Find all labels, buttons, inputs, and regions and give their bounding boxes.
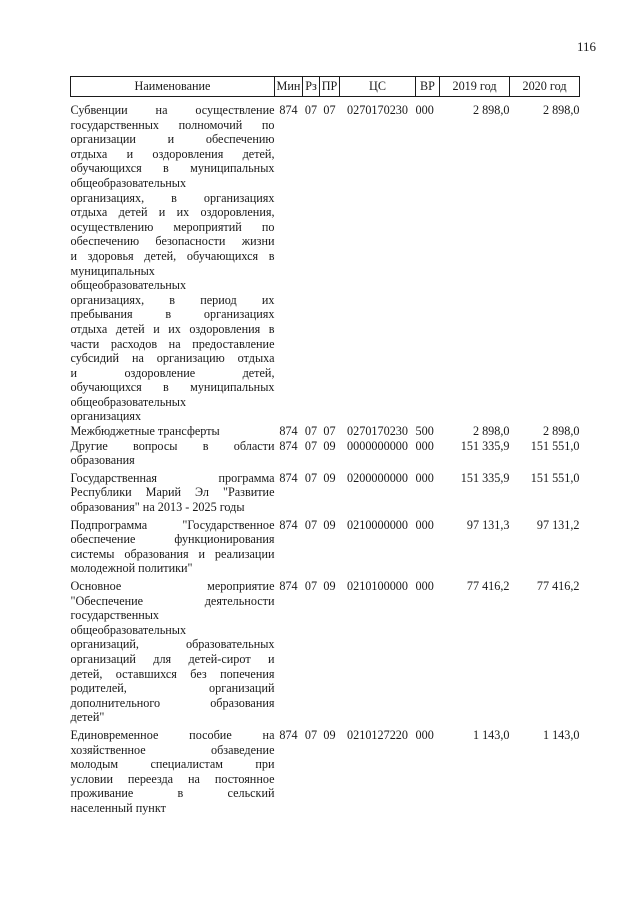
row-name-line: пребывания в организациях — [70, 307, 275, 322]
header-min: Мин — [275, 77, 303, 97]
row-name-line: организации и обеспечению — [70, 132, 275, 147]
table-header-row — [71, 77, 580, 97]
row-name-line: части расходов на предоставление — [70, 336, 275, 351]
row-name-line: отдыха и оздоровления детей, — [70, 146, 275, 161]
row-name-line: организациях — [70, 409, 142, 424]
row-name — [71, 515, 275, 576]
row-name-line: проживание в сельский — [70, 786, 275, 801]
table-row — [71, 515, 580, 576]
row-name-line: субсидий на организацию отдыха — [70, 351, 275, 366]
row-name-line: обеспечению безопасности жизни — [70, 234, 275, 249]
row-pr: 09 — [323, 438, 336, 453]
row-2019: 1 143,0 — [472, 727, 510, 742]
row-name-line: дополнительного образования — [70, 695, 275, 710]
row-name — [71, 576, 275, 725]
row-vr: 000 — [415, 438, 434, 453]
row-min: 874 — [279, 103, 298, 117]
row-2020: 97 131,2 — [536, 517, 580, 532]
row-2019: 2 898,0 — [472, 424, 510, 439]
row-rz: 07 — [304, 103, 318, 117]
row-name — [71, 468, 275, 515]
row-2020: 77 416,2 — [536, 579, 580, 593]
row-name-line: государственных полномочий по — [70, 117, 275, 132]
row-name-line: Государственная программа — [70, 470, 275, 485]
row-min: 874 — [279, 470, 298, 485]
row-min: 874 — [279, 727, 298, 742]
row-name-line: условии переезда на постоянное — [70, 771, 275, 786]
row-cs: 0210127220 — [347, 727, 408, 742]
row-name-line: Республики Марий Эл "Развитие — [70, 485, 275, 500]
row-vr: 000 — [415, 103, 434, 117]
row-rz: 07 — [304, 470, 318, 485]
row-vr: 000 — [415, 517, 434, 532]
table-body — [71, 97, 580, 816]
row-name-line: Межбюджетные трансферты — [70, 424, 220, 439]
budget-table — [70, 76, 580, 816]
row-name-line: населенный пункт — [70, 800, 166, 815]
row-name — [71, 725, 275, 816]
row-name-line: общеобразовательных — [70, 175, 187, 190]
row-pr: 09 — [323, 579, 336, 593]
row-pr: 07 — [323, 424, 336, 439]
row-rz: 07 — [304, 517, 318, 532]
row-name — [71, 424, 275, 439]
row-name-line: детей, оставшихся без попечения — [70, 666, 275, 681]
row-name-line: организациях, в период их — [70, 292, 275, 307]
row-cs: 0270170230 — [347, 103, 408, 117]
row-name-line: молодым специалистам при — [70, 757, 275, 772]
row-name-line: образования" на 2013 - 2025 годы — [70, 500, 245, 515]
row-rz: 07 — [304, 727, 318, 742]
header-rz: Рз — [303, 77, 320, 97]
row-pr: 09 — [323, 517, 336, 532]
row-name-line: организаций для детей-сирот и — [70, 651, 275, 666]
row-pr: 07 — [323, 103, 336, 117]
header-pr: ПР — [320, 77, 340, 97]
table-row — [71, 468, 580, 515]
row-name-line: системы образования и реализации — [70, 546, 275, 561]
row-cs: 0210000000 — [347, 517, 408, 532]
row-rz: 07 — [304, 579, 318, 593]
row-name-line: Субвенции на осуществление — [70, 103, 275, 117]
row-cs: 0270170230 — [347, 424, 408, 439]
row-vr: 000 — [415, 727, 434, 742]
row-name-line: родителей, организаций — [70, 681, 275, 696]
row-cs: 0200000000 — [347, 470, 408, 485]
row-name-line: отдыха детей и их оздоровления, — [70, 205, 275, 220]
row-2019: 2 898,0 — [472, 103, 510, 117]
row-2019: 151 335,9 — [460, 470, 510, 485]
row-2019: 151 335,9 — [460, 438, 510, 453]
header-name: Наименование — [71, 77, 275, 97]
table-row — [71, 424, 580, 439]
row-vr: 000 — [415, 579, 434, 593]
row-min: 874 — [279, 517, 298, 532]
row-name-line: образования — [70, 453, 135, 468]
table-row — [71, 97, 580, 425]
row-2020: 2 898,0 — [542, 424, 580, 439]
table-row — [71, 725, 580, 816]
row-cs: 0000000000 — [347, 438, 408, 453]
row-vr: 500 — [415, 424, 434, 439]
row-vr: 000 — [415, 470, 434, 485]
row-name-line: общеобразовательных — [70, 394, 187, 409]
row-min: 874 — [279, 579, 298, 593]
row-name-line: общеобразовательных — [70, 278, 187, 293]
row-2020: 2 898,0 — [542, 103, 580, 117]
row-name-line: молодежной политики" — [70, 561, 193, 576]
row-name — [71, 439, 275, 468]
row-2020: 151 551,0 — [530, 470, 580, 485]
row-2019: 77 416,2 — [466, 579, 510, 593]
row-name-line: организаций, образовательных — [70, 637, 275, 652]
page-number: 116 — [576, 39, 596, 54]
row-name-line: обучающихся в муниципальных — [70, 161, 275, 176]
row-name-line: Другие вопросы в области — [70, 438, 275, 453]
row-name — [71, 97, 275, 425]
row-name-line: муниципальных — [70, 263, 155, 278]
row-name-line: хозяйственное обзаведение — [70, 742, 275, 757]
row-name-line: государственных — [70, 608, 160, 623]
table-row — [71, 439, 580, 468]
header-2019: 2019 год — [440, 77, 510, 97]
row-name-line: обучающихся в муниципальных — [70, 380, 275, 395]
header-vr: ВР — [416, 77, 440, 97]
row-pr: 09 — [323, 470, 336, 485]
row-name-line: осуществлению мероприятий по — [70, 219, 275, 234]
header-cs: ЦС — [340, 77, 416, 97]
row-name-line: организациях, в организациях — [70, 190, 275, 205]
row-2019: 97 131,3 — [466, 517, 510, 532]
row-name-line: "Обеспечение деятельности — [70, 593, 275, 608]
row-name-line: Подпрограмма "Государственное — [70, 517, 275, 532]
row-rz: 07 — [304, 424, 318, 439]
table-row — [71, 576, 580, 725]
row-name-line: обеспечение функционирования — [70, 532, 275, 547]
row-name-line: Основное мероприятие — [70, 579, 275, 593]
row-name-line: детей" — [70, 710, 105, 725]
row-2020: 151 551,0 — [530, 438, 580, 453]
row-name-line: отдыха детей и их оздоровления в — [70, 321, 275, 336]
row-pr: 09 — [323, 727, 336, 742]
row-rz: 07 — [304, 438, 318, 453]
row-min: 874 — [279, 438, 298, 453]
row-name-line: Единовременное пособие на — [70, 727, 275, 742]
row-name-line: и здоровья детей, обучающихся в — [70, 248, 275, 263]
row-2020: 1 143,0 — [542, 727, 580, 742]
row-cs: 0210100000 — [347, 579, 408, 593]
header-2020: 2020 год — [510, 77, 580, 97]
row-min: 874 — [279, 424, 298, 439]
row-name-line: общеобразовательных — [70, 622, 187, 637]
row-name-line: и оздоровление детей, — [70, 365, 275, 380]
